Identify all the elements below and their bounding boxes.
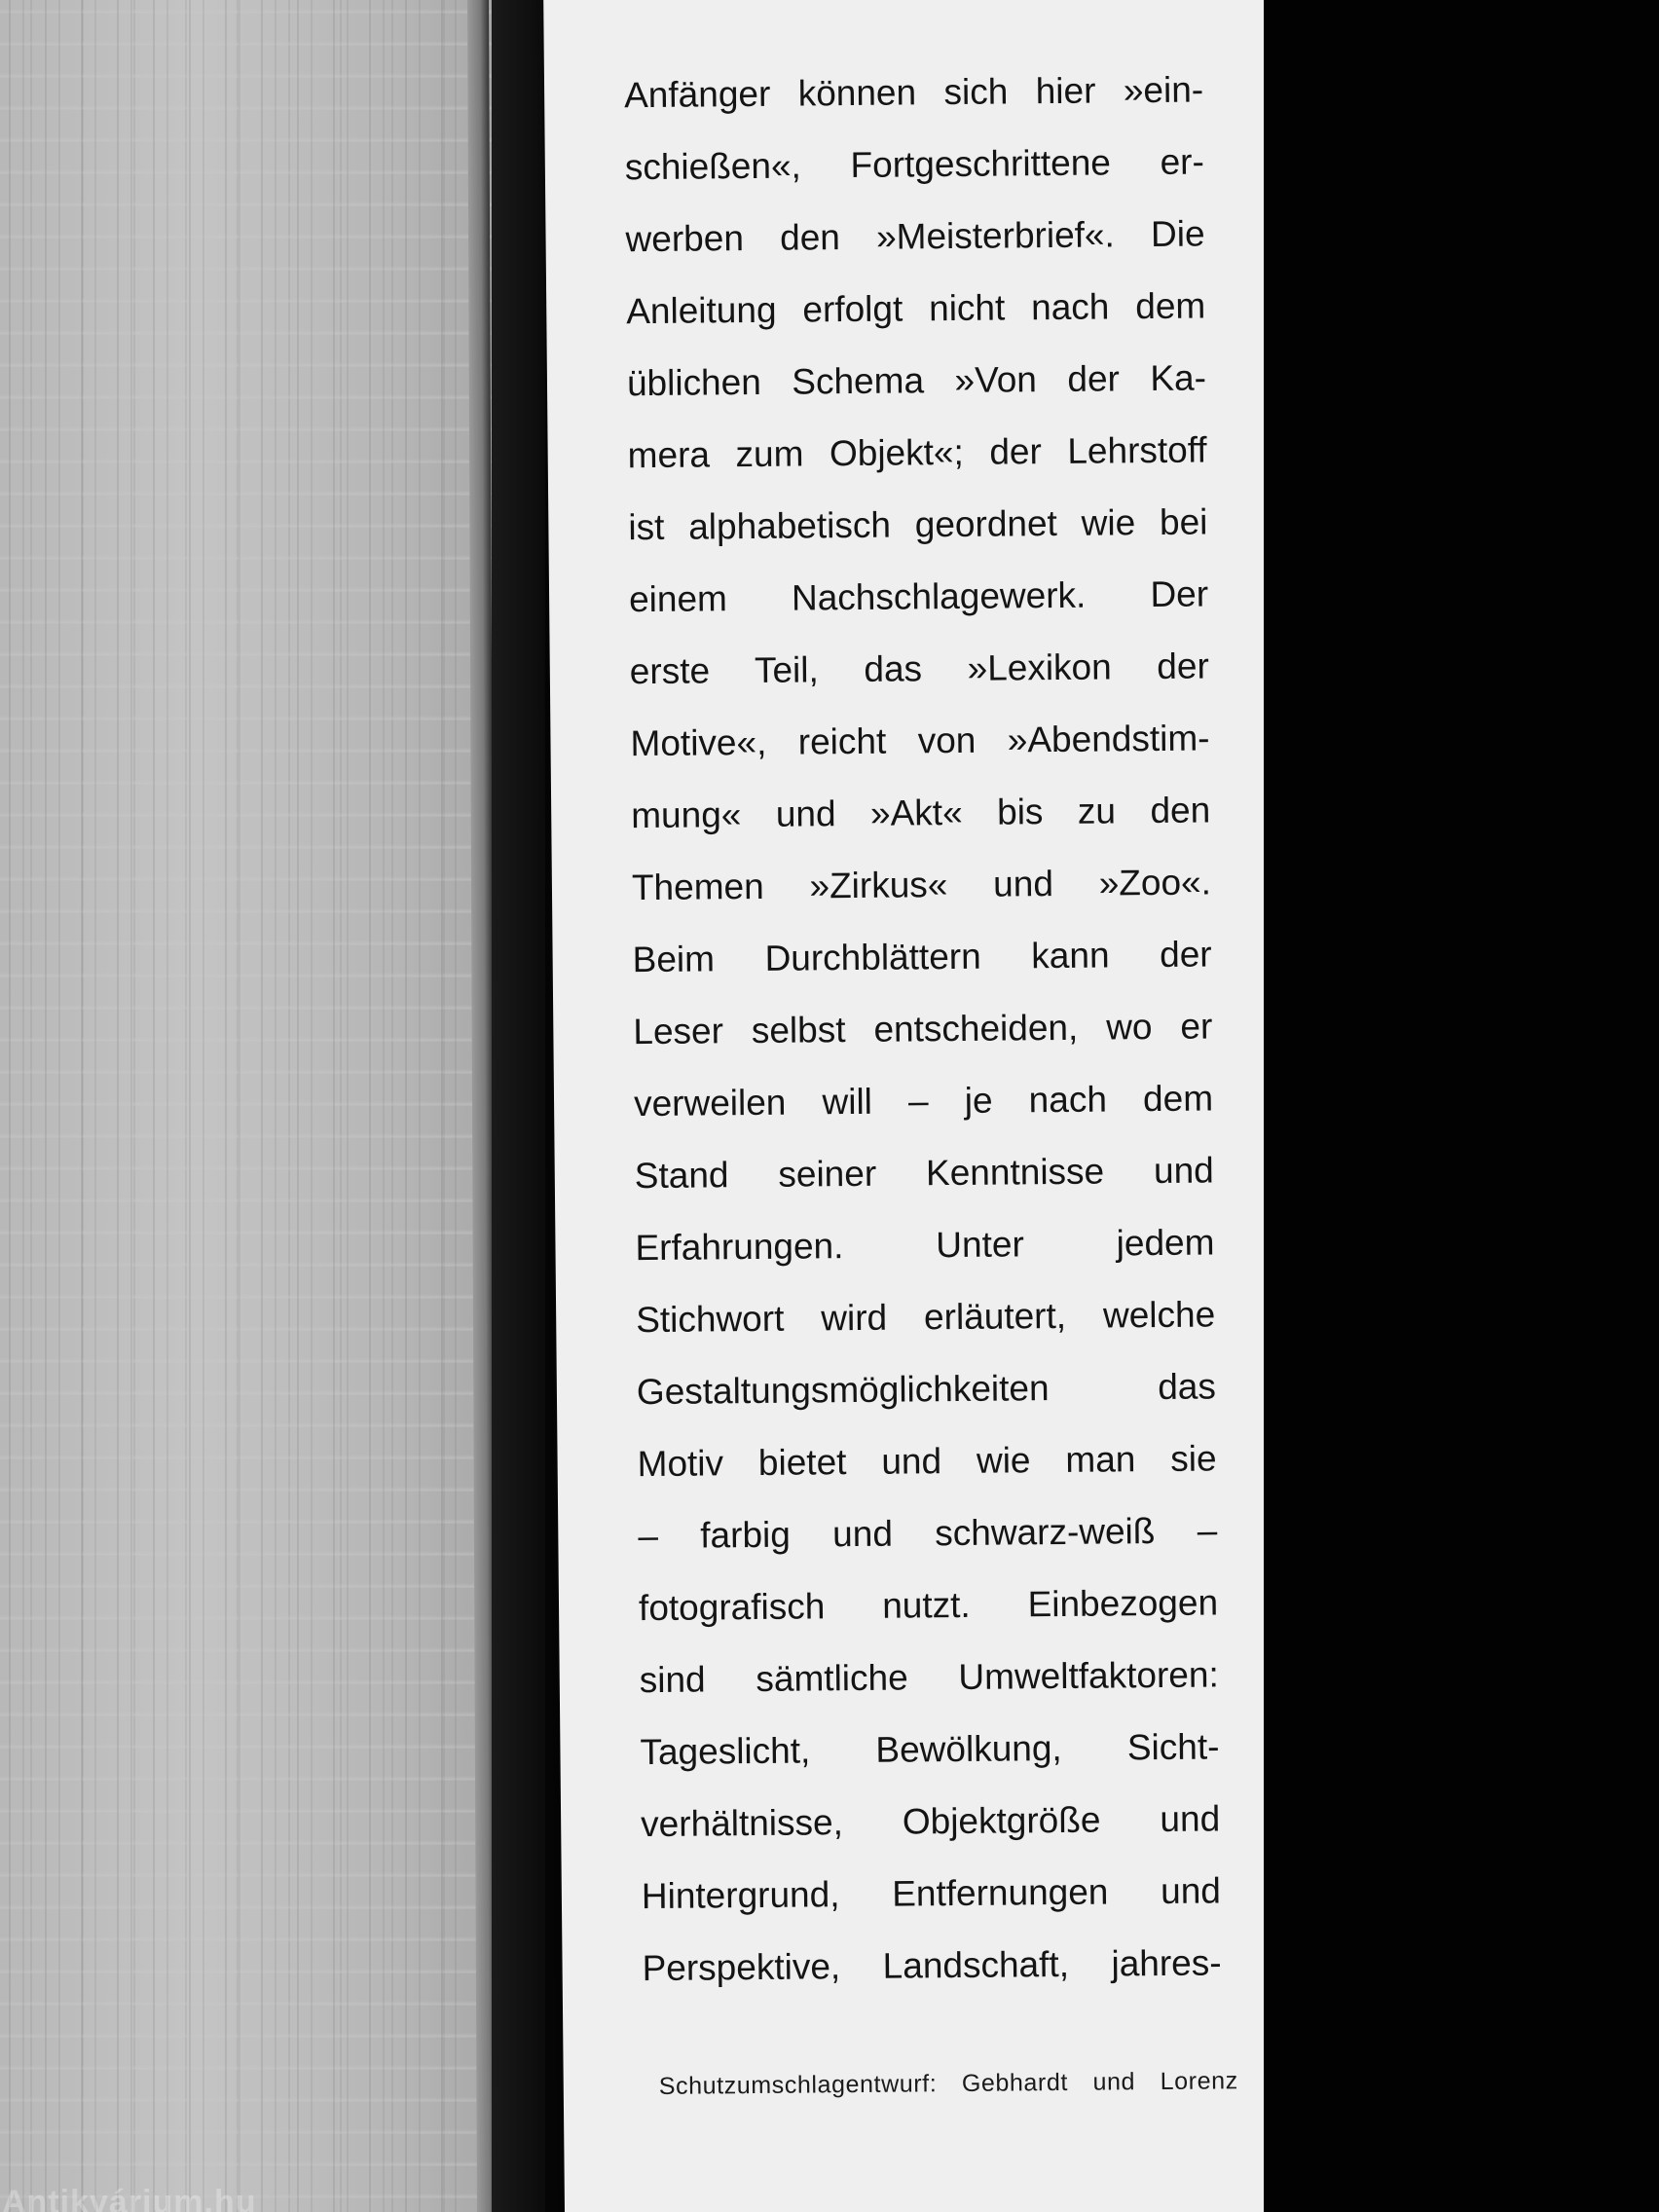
flap-text-line: sind sämtliche Umweltfaktoren: bbox=[639, 1654, 1219, 1701]
flap-text-line: mera zum Objekt«; der Lehrstoff bbox=[627, 429, 1207, 476]
watermark: Antikvárium.hu bbox=[2, 2184, 257, 2212]
flap-text-line: werben den »Meisterbrief«. Die bbox=[625, 213, 1205, 260]
flap-text-line: Themen »Zirkus« und »Zoo«. bbox=[631, 862, 1212, 908]
flap-text-line: Motive«, reicht von »Abendstim- bbox=[630, 718, 1210, 764]
dark-background bbox=[1264, 0, 1659, 2212]
flap-text-line: einem Nachschlagewerk. Der bbox=[628, 573, 1209, 620]
flap-text-line: Perspektive, Landschaft, jahres- bbox=[642, 1942, 1222, 1989]
dust-jacket-flap bbox=[543, 0, 1285, 2212]
flap-text-line: Hintergrund, Entfernungen und bbox=[641, 1870, 1222, 1917]
flap-text-line: erste Teil, das »Lexikon der bbox=[629, 645, 1209, 692]
flap-text-line: ist alphabetisch geordnet wie bei bbox=[628, 501, 1208, 548]
flap-text-line: Leser selbst entscheiden, wo er bbox=[633, 1006, 1213, 1052]
flap-text-line: üblichen Schema »Von der Ka- bbox=[626, 357, 1207, 404]
flap-text-line: fotografisch nutzt. Einbezogen bbox=[638, 1582, 1219, 1629]
book-cover-texture bbox=[0, 0, 492, 2212]
flap-text-line: Stand seiner Kenntnisse und bbox=[634, 1150, 1214, 1197]
flap-text-line: Motiv bietet und wie man sie bbox=[637, 1438, 1217, 1485]
dark-gap bbox=[492, 0, 545, 2212]
flap-text-line: Gestaltungsmöglichkeiten das bbox=[636, 1366, 1217, 1413]
flap-text-block bbox=[624, 54, 1222, 2005]
flap-text-line: – farbig und schwarz-weiß – bbox=[638, 1510, 1218, 1557]
flap-text-line: verweilen will – je nach dem bbox=[633, 1078, 1214, 1124]
flap-text-line: mung« und »Akt« bis zu den bbox=[631, 790, 1211, 836]
flap-text-line: schießen«, Fortgeschrittene er- bbox=[624, 141, 1205, 188]
cover-design-credit: Schutzumschlagentwurf: Gebhardt und Lorenz bbox=[658, 2067, 1238, 2100]
flap-text-line: Anfänger können sich hier »ein- bbox=[623, 69, 1204, 116]
flap-text-line: Beim Durchblättern kann der bbox=[632, 934, 1212, 980]
flap-text-line: Erfahrungen. Unter jedem bbox=[635, 1222, 1215, 1269]
flap-text-line: Tageslicht, Bewölkung, Sicht- bbox=[640, 1726, 1220, 1773]
flap-text-line: verhältnisse, Objektgröße und bbox=[640, 1798, 1221, 1845]
flap-text-line: Anleitung erfolgt nicht nach dem bbox=[626, 285, 1206, 332]
flap-text-line: Stichwort wird erläutert, welche bbox=[636, 1294, 1216, 1341]
